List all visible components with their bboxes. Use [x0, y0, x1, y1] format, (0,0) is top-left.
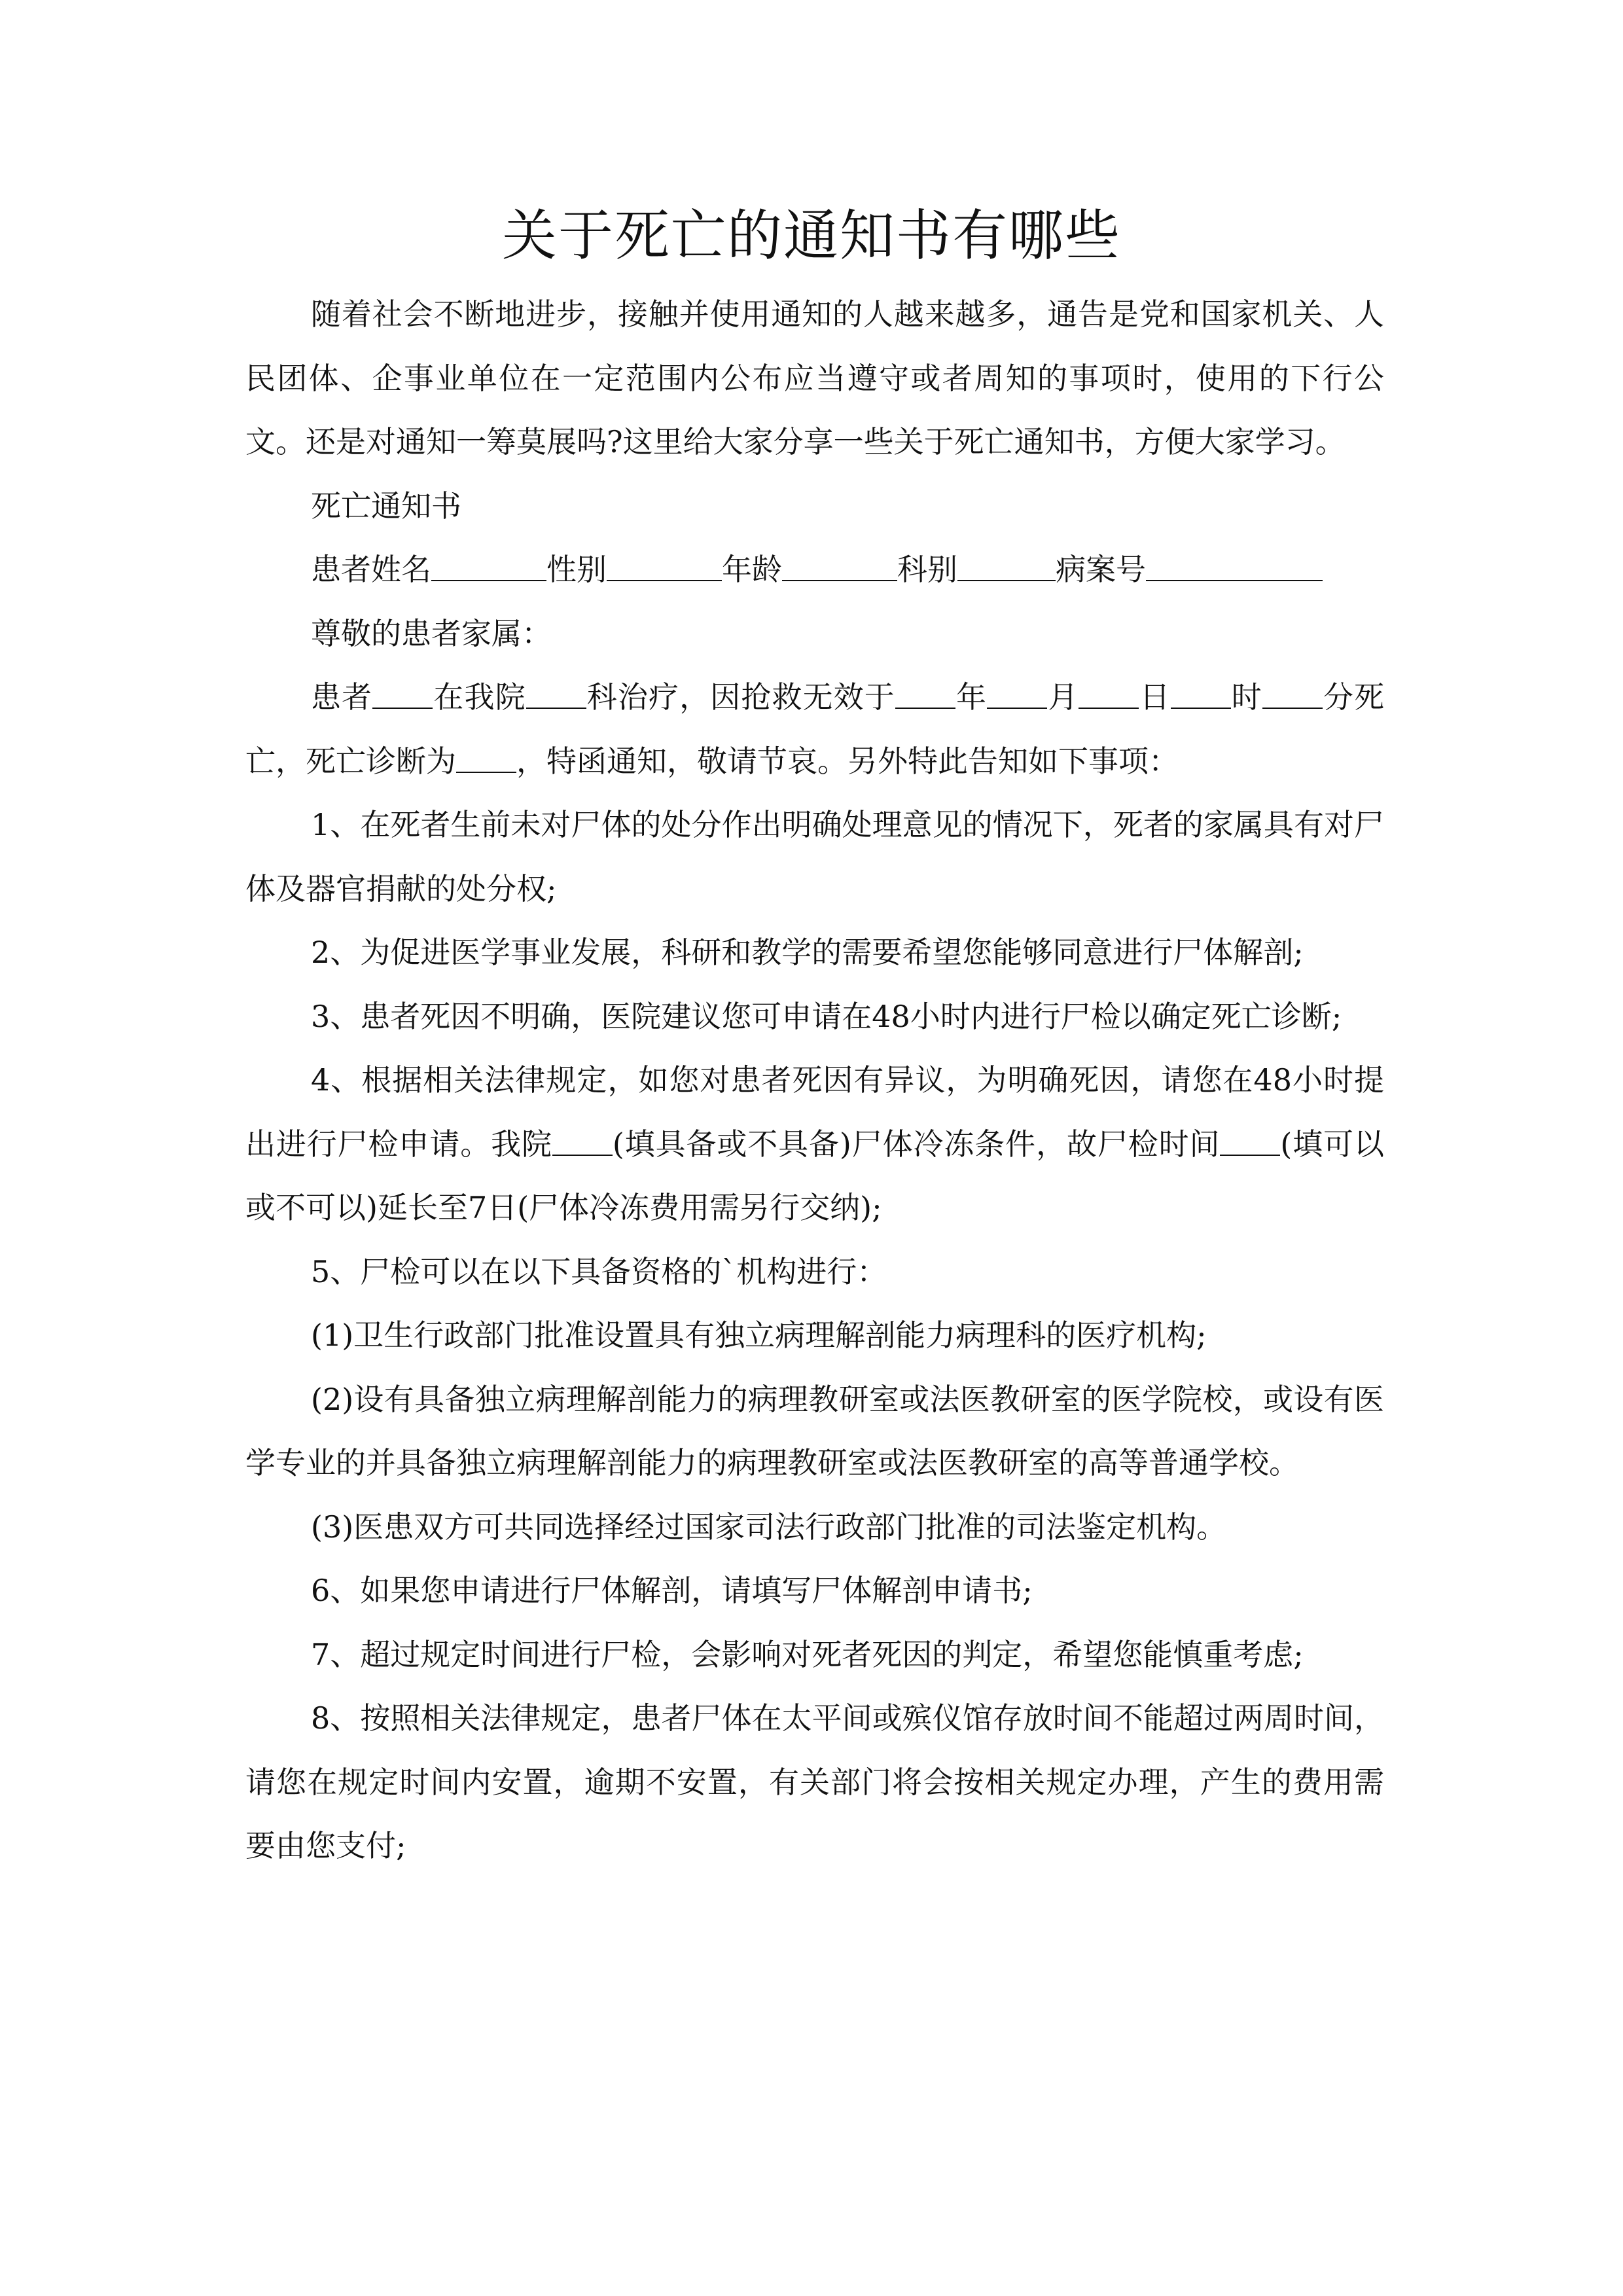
age-label: 年龄	[722, 552, 782, 587]
extension-blank[interactable]	[1220, 1127, 1280, 1155]
freezing-condition-blank[interactable]	[552, 1127, 613, 1155]
death-text-5: 月	[1047, 679, 1079, 715]
death-text-8: 分死亡，死亡诊断为	[245, 679, 1385, 779]
greeting: 尊敬的患者家属：	[311, 615, 552, 651]
minute-blank[interactable]	[1262, 681, 1323, 709]
item-2: 2、为促进医学事业发展，科研和教学的需要希望您能够同意进行尸体解剖;	[311, 935, 1304, 970]
death-text-9: ，特函通知，敬请节哀。另外特此告知如下事项：	[516, 743, 1179, 779]
day-blank[interactable]	[1079, 681, 1139, 709]
death-info-paragraph	[245, 666, 1384, 793]
item-7: 7、超过规定时间进行尸检，会影响对死者死因的判定，希望您能慎重考虑;	[311, 1636, 1304, 1672]
item-5-sub-1: (1)卫生行政部门批准设置具有独立病理解剖能力病理科的医疗机构;	[311, 1318, 1207, 1353]
notice-title: 死亡通知书	[311, 488, 461, 524]
item-4-text-b: (填具备或不具备)尸体冷冻条件，故尸检时间	[612, 1126, 1221, 1162]
item-4	[245, 1049, 1384, 1240]
death-text-7: 时	[1230, 679, 1262, 715]
year-blank[interactable]	[895, 681, 955, 709]
month-blank[interactable]	[987, 681, 1047, 709]
death-text-4: 年	[955, 679, 988, 715]
patient-blank[interactable]	[372, 681, 433, 709]
item-1: 1、在死者生前未对尸体的处分作出明确处理意见的情况下，死者的家属具有对尸体及器官捐献的处分权;	[245, 807, 1384, 906]
gender-label: 性别	[546, 552, 607, 587]
death-text-6: 日	[1139, 679, 1171, 715]
record-blank[interactable]	[1146, 553, 1323, 581]
item-5: 5、尸检可以在以下具备资格的`机构进行：	[311, 1253, 887, 1289]
record-label: 病案号	[1056, 552, 1146, 587]
item-3: 3、患者死因不明确，医院建议您可申请在48小时内进行尸检以确定死亡诊断;	[311, 998, 1342, 1034]
diagnosis-blank[interactable]	[456, 744, 516, 772]
intro-paragraph: 随着社会不断地进步，接触并使用通知的人越来越多，通告是党和国家机关、人民团体、企事业单位在一定范围内公布应当遵守或者周知的事项时，使用的下行公文。还是对通知一筹莫展吗?这里给大家分享一些关于死亡通知书，方便大家学习。	[245, 296, 1384, 459]
item-5-sub-2: (2)设有具备独立病理解剖能力的病理教研室或法医教研室的医学院校，或设有医学专业的并具备独立病理解剖能力的病理教研室或法医教研室的高等普通学校。	[245, 1381, 1384, 1480]
page-title: 关于死亡的通知书有哪些	[501, 204, 1121, 268]
age-blank[interactable]	[782, 553, 897, 581]
hour-blank[interactable]	[1171, 681, 1231, 709]
name-label: 患者姓名	[311, 552, 431, 587]
name-blank[interactable]	[431, 553, 546, 581]
dept-blank[interactable]	[957, 553, 1056, 581]
department-blank[interactable]	[526, 681, 586, 709]
death-text-1: 患者	[311, 679, 373, 715]
dept-label: 科别	[897, 552, 957, 587]
death-text-3: 科治疗，因抢救无效于	[586, 679, 895, 715]
item-5-sub-3: (3)医患双方可共同选择经过国家司法行政部门批准的司法鉴定机构。	[311, 1509, 1227, 1545]
item-4-text-a: 4、根据相关法律规定，如您对患者死因有异议，为明确死因，请您在48小时提出进行尸检申请。我院	[245, 1062, 1384, 1162]
item-6: 6、如果您申请进行尸体解剖，请填写尸体解剖申请书;	[311, 1573, 1033, 1608]
death-text-2: 在我院	[433, 679, 526, 715]
gender-blank[interactable]	[607, 553, 722, 581]
item-8: 8、按照相关法律规定，患者尸体在太平间或殡仪馆存放时间不能超过两周时间，请您在规定时间内安置，逾期不安置，有关部门将会按相关规定办理，产生的费用需要由您支付;	[245, 1700, 1384, 1863]
document-body	[245, 283, 1384, 1878]
patient-info-form	[245, 538, 1384, 602]
item-4-text-c: (填可以或不可以)延长至7日(尸体冷冻费用需另行交纳);	[245, 1126, 1384, 1225]
